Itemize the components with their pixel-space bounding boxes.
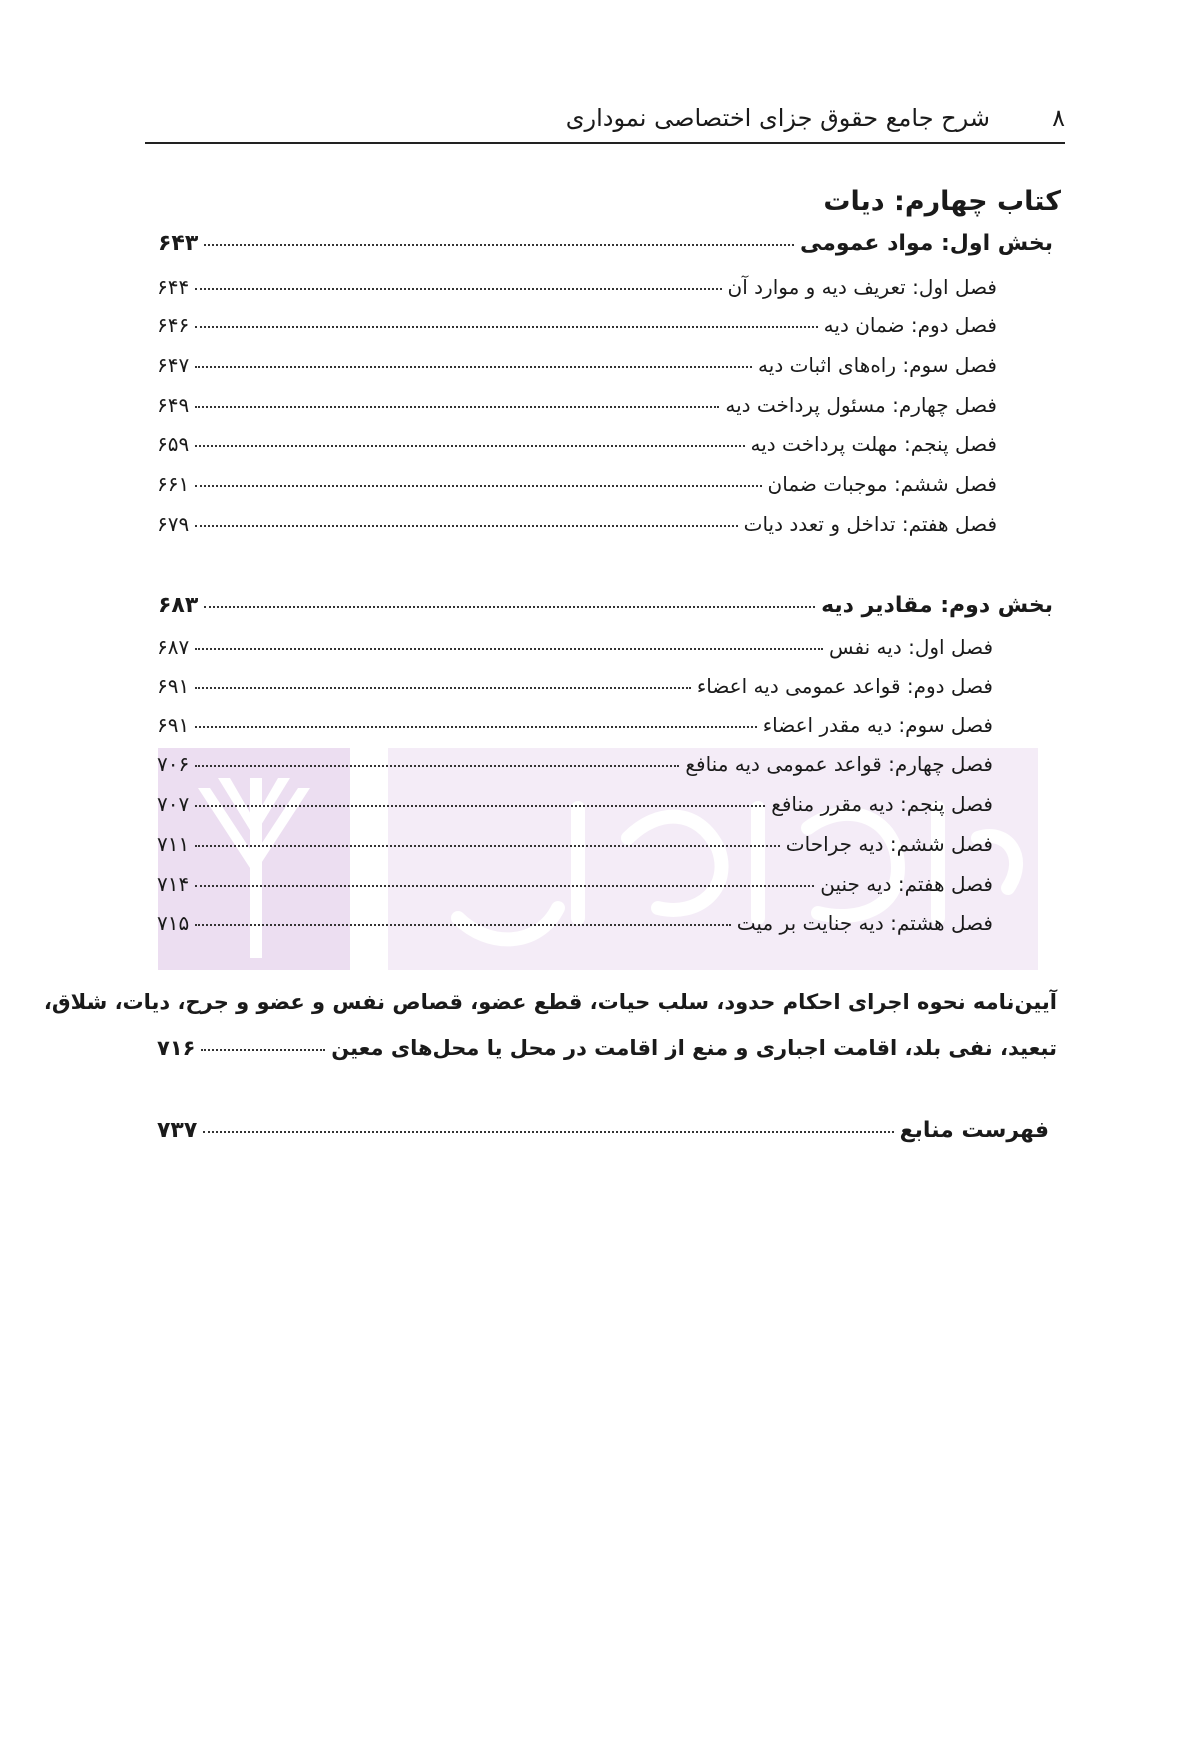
toc-page-number: ۷۱۶	[157, 1036, 196, 1060]
dot-leader	[195, 525, 737, 527]
toc-chapter[interactable]	[157, 792, 993, 816]
watermark-logo	[158, 748, 1038, 970]
toc-page-number: ۷۰۷	[157, 792, 190, 816]
page-header	[145, 98, 1065, 144]
toc-page-number: ۶۴۹	[157, 393, 190, 417]
dot-leader	[195, 845, 780, 847]
dot-leader	[195, 326, 817, 328]
toc-chapter[interactable]	[157, 674, 993, 698]
toc-page-number: ۷۱۱	[157, 832, 190, 856]
toc-page-number: ۶۹۱	[157, 674, 190, 698]
toc-page-number: ۶۴۳	[158, 231, 199, 256]
toc-page-number: ۷۳۷	[157, 1118, 198, 1143]
toc-regulation-label: تبعید، نفی بلد، اقامت اجباری و منع از اقامت در محل یا محل‌های معین	[331, 1036, 1057, 1060]
toc-chapter-label: فصل سوم: دیه مقدر اعضاء	[762, 713, 993, 737]
dot-leader	[195, 726, 757, 728]
toc-page-number: ۶۵۹	[157, 432, 190, 456]
toc-chapter[interactable]	[157, 275, 997, 299]
toc-chapter-label: فصل سوم: راه‌های اثبات دیه	[758, 353, 997, 377]
toc-chapter[interactable]	[157, 911, 993, 935]
toc-chapter-label: فصل اول: تعریف دیه و موارد آن	[727, 275, 997, 299]
header-rule	[145, 142, 1065, 144]
dot-leader	[195, 288, 721, 290]
toc-chapter[interactable]	[157, 872, 993, 896]
toc-chapter[interactable]	[157, 393, 997, 417]
toc-part-1[interactable]	[158, 231, 1053, 256]
toc-chapter-label: فصل هشتم: دیه جنایت بر میت	[736, 911, 993, 935]
dot-leader	[195, 445, 744, 447]
toc-chapter-label: فصل چهارم: قواعد عمومی دیه منافع	[685, 752, 993, 776]
toc-chapter-label: فصل هفتم: دیه جنین	[820, 872, 993, 896]
toc-chapter-label: فصل ششم: موجبات ضمان	[767, 472, 997, 496]
toc-page-number: ۷۱۴	[157, 872, 190, 896]
toc-chapter[interactable]	[157, 512, 997, 536]
toc-page-number: ۶۴۷	[157, 353, 190, 377]
toc-page-number: ۷۰۶	[157, 752, 190, 776]
toc-page-number: ۶۷۹	[157, 512, 190, 536]
toc-chapter-label: فصل هفتم: تداخل و تعدد دیات	[743, 512, 997, 536]
dot-leader	[201, 1049, 325, 1051]
toc-chapter-label: فصل پنجم: مهلت پرداخت دیه	[750, 432, 997, 456]
toc-chapter[interactable]	[157, 432, 997, 456]
dot-leader	[203, 1131, 893, 1133]
toc-page-number: ۶۴۶	[157, 313, 190, 337]
toc-page-number: ۷۱۵	[157, 911, 190, 935]
toc-chapter[interactable]	[157, 472, 997, 496]
toc-chapter-label: فصل دوم: قواعد عمومی دیه اعضاء	[696, 674, 993, 698]
toc-chapter[interactable]	[157, 353, 997, 377]
toc-chapter-label: فصل چهارم: مسئول پرداخت دیه	[725, 393, 997, 417]
toc-regulation-line1[interactable]: آیین‌نامه نحوه اجرای احکام حدود، سلب حیات، قطع عضو، قصاص نفس و عضو و جرح، دیات، شلاق،	[43, 990, 1057, 1014]
toc-page-number: ۶۹۱	[157, 713, 190, 737]
dot-leader	[204, 244, 794, 246]
dot-leader	[195, 485, 761, 487]
toc-references[interactable]	[157, 1118, 1049, 1143]
dot-leader	[195, 406, 719, 408]
book-title: کتاب چهارم: دیات	[823, 186, 1061, 217]
toc-chapter[interactable]	[157, 635, 993, 659]
running-title: شرح جامع حقوق جزای اختصاصی نموداری	[565, 104, 990, 132]
toc-part-label: بخش اول: مواد عمومی	[800, 231, 1053, 256]
toc-regulation-line2[interactable]	[157, 1036, 1057, 1060]
toc-chapter[interactable]	[157, 832, 993, 856]
toc-chapter-label: فصل دوم: ضمان دیه	[823, 313, 997, 337]
dot-leader	[195, 366, 752, 368]
toc-chapter[interactable]	[157, 752, 993, 776]
dot-leader	[195, 924, 731, 926]
toc-page-number: ۶۴۴	[157, 275, 190, 299]
dot-leader	[195, 885, 814, 887]
toc-chapter-label: فصل ششم: دیه جراحات	[785, 832, 993, 856]
toc-part-label: بخش دوم: مقادیر دیه	[821, 593, 1053, 618]
dot-leader	[195, 648, 823, 650]
dot-leader	[204, 606, 815, 608]
toc-chapter[interactable]	[157, 713, 993, 737]
toc-page-number: ۶۸۳	[158, 593, 199, 618]
page-number: ۸	[1052, 104, 1065, 132]
toc-chapter-label: فصل پنجم: دیه مقرر منافع	[771, 792, 993, 816]
toc-page-number: ۶۶۱	[157, 472, 190, 496]
dot-leader	[195, 687, 691, 689]
dot-leader	[195, 805, 765, 807]
toc-page-number: ۶۸۷	[157, 635, 190, 659]
toc-references-label: فهرست منابع	[899, 1118, 1049, 1143]
toc-part-2[interactable]	[158, 593, 1053, 618]
dot-leader	[195, 765, 679, 767]
toc-chapter-label: فصل اول: دیه نفس	[829, 635, 993, 659]
toc-chapter[interactable]	[157, 313, 997, 337]
